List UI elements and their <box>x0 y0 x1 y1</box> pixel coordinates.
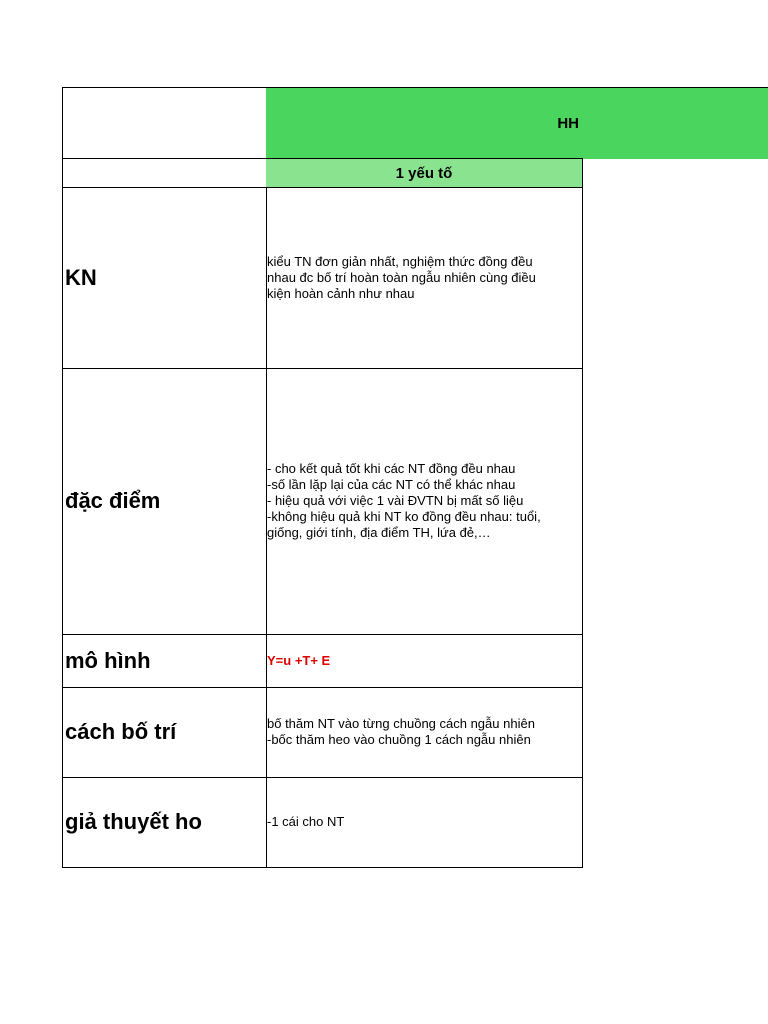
row-content-mo-hinh[interactable] <box>266 634 583 688</box>
row-label-mo-hinh[interactable] <box>62 634 267 688</box>
row-label-kn[interactable] <box>62 187 267 369</box>
row-label-dac-diem-text: đặc điểm <box>65 488 161 513</box>
header-corner-cell[interactable] <box>62 87 267 159</box>
subheader-one-factor-text: 1 yếu tố <box>395 164 453 182</box>
header-hh-cell[interactable] <box>266 87 768 159</box>
header-hh-text: HH <box>557 115 579 132</box>
row-label-gia-thuyet-ho-text: giả thuyết ho <box>65 809 202 834</box>
subheader-one-factor-cell[interactable] <box>266 158 583 188</box>
row-label-kn-text: KN <box>65 264 97 290</box>
row-label-gia-thuyet-ho[interactable] <box>62 777 267 868</box>
row-label-mo-hinh-text: mô hình <box>65 647 151 673</box>
row-content-kn-text: kiểu TN đơn giản nhất, nghiệm thức đồng đều nhau đc bố trí hoàn toàn ngẫu nhiên cùng điều kiện hoàn cảnh như nhau <box>267 253 536 301</box>
row-content-cach-bo-tri-text: bố thăm NT vào từng chuồng cách ngẫu nhiên -bốc thăm heo vào chuồng 1 cách ngẫu nhiên <box>267 716 535 747</box>
row-content-dac-diem-text: - cho kết quả tốt khi các NT đồng đều nhau -số lần lặp lại của các NT có thể khác nhau - hiệu quả với việc 1 vài ĐVTN bị mất số liệu -không hiệu quả khi NT ko đồng đều nhau: tuổi, giống, giới tính, địa điểm TH, lứa đẻ,… <box>267 461 541 540</box>
row-content-cach-bo-tri[interactable] <box>266 687 583 778</box>
row-label-cach-bo-tri-text: cách bố trí <box>65 719 177 744</box>
model-formula: Y=u +T+ E <box>267 652 331 668</box>
row-label-cach-bo-tri[interactable] <box>62 687 267 778</box>
row-content-gia-thuyet-ho[interactable] <box>266 777 583 868</box>
row-label-dac-diem[interactable] <box>62 368 267 635</box>
subheader-corner-cell[interactable] <box>62 158 267 188</box>
row-content-kn[interactable] <box>266 187 583 369</box>
row-content-gia-thuyet-ho-text: -1 cái cho NT <box>267 814 345 829</box>
row-content-dac-diem[interactable] <box>266 368 583 635</box>
